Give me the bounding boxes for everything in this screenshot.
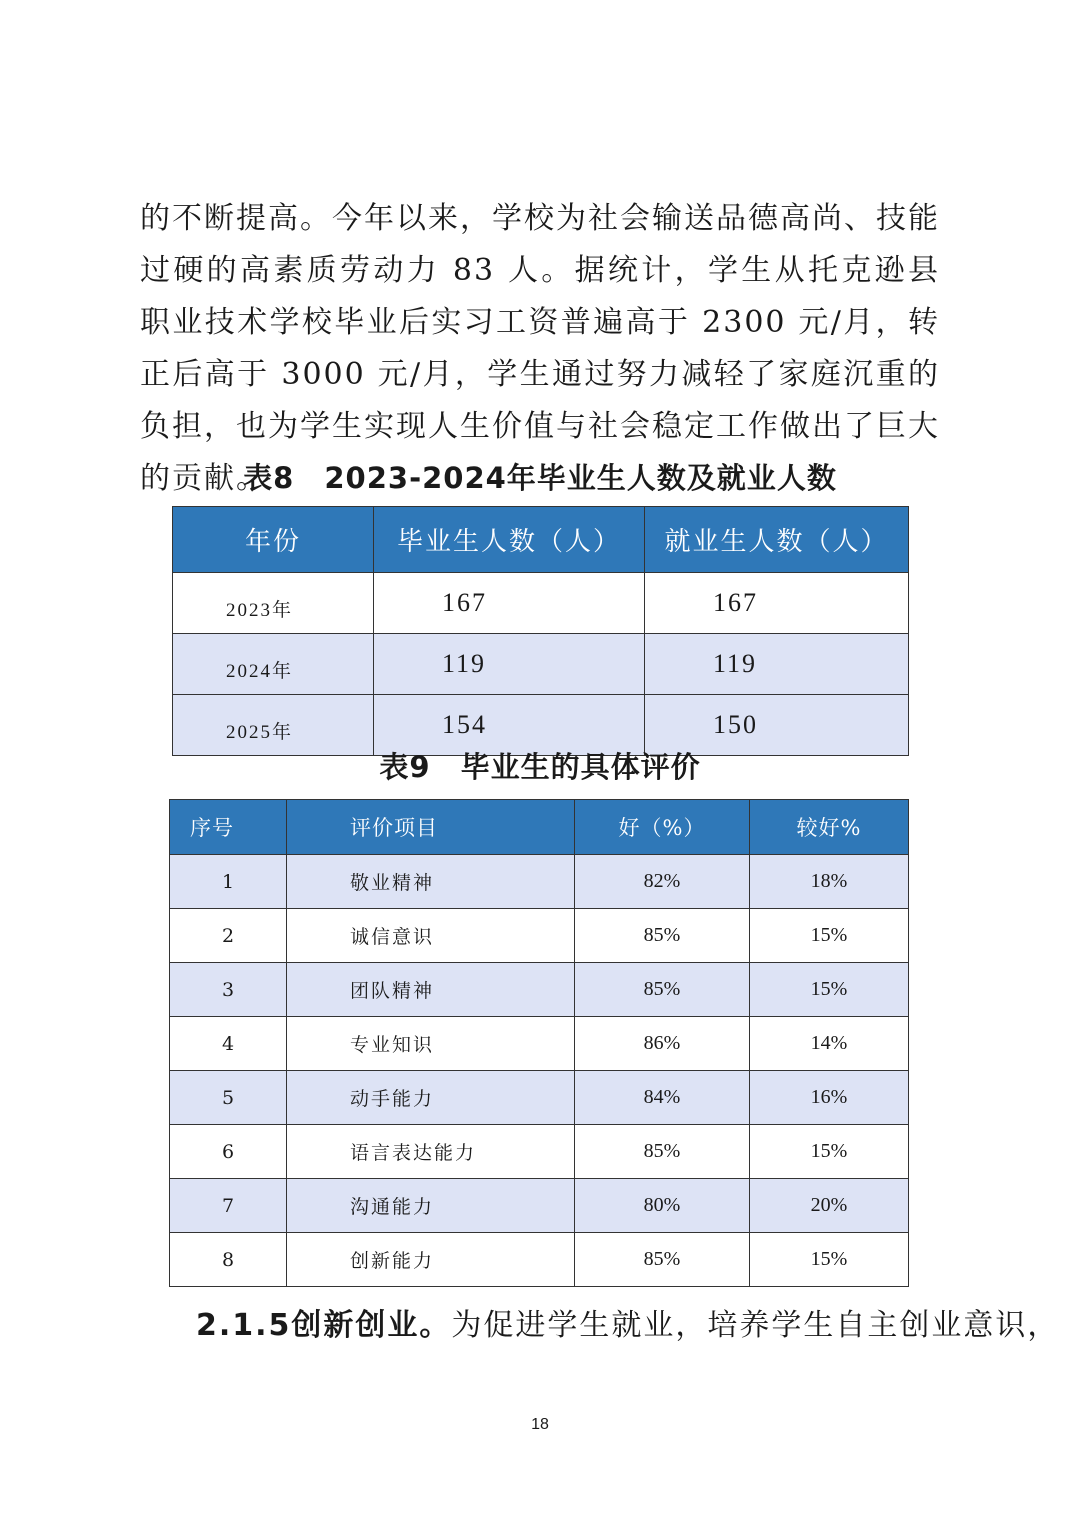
fair-cell: 15%	[750, 1125, 909, 1179]
good-cell: 85%	[575, 1233, 750, 1287]
number-cell: 4	[170, 1017, 287, 1071]
good-cell: 85%	[575, 1125, 750, 1179]
table-row	[170, 1125, 909, 1179]
graduates-cell: 119	[374, 634, 645, 695]
fair-cell: 14%	[750, 1017, 909, 1071]
table9-caption: 表9 毕业生的具体评价	[379, 750, 701, 784]
employed-cell: 150	[645, 695, 909, 756]
table-row	[170, 909, 909, 963]
graduates-employment-table	[172, 506, 909, 756]
item-cell: 敬业精神	[287, 855, 575, 909]
table-row	[173, 634, 909, 695]
header-number: 序号	[170, 800, 287, 855]
year-cell: 2025年	[173, 695, 374, 756]
header-employed: 就业生人数（人）	[645, 507, 909, 573]
number-cell: 2	[170, 909, 287, 963]
header-good: 好（%）	[575, 800, 750, 855]
number-cell: 6	[170, 1125, 287, 1179]
table-row	[173, 573, 909, 634]
good-cell: 85%	[575, 963, 750, 1017]
item-cell: 团队精神	[287, 963, 575, 1017]
table-row	[170, 1017, 909, 1071]
year-cell: 2023年	[173, 573, 374, 634]
page-number: 18	[531, 1416, 549, 1433]
fair-cell: 15%	[750, 909, 909, 963]
graduate-evaluation-table	[169, 799, 909, 1287]
number-cell: 3	[170, 963, 287, 1017]
graduates-cell: 167	[374, 573, 645, 634]
header-graduates: 毕业生人数（人）	[374, 507, 645, 573]
closing-text: 为促进学生就业，培养学生自主创业意识，	[451, 1308, 1060, 1343]
number-cell: 1	[170, 855, 287, 909]
closing-paragraph	[196, 1300, 1059, 1344]
fair-cell: 16%	[750, 1071, 909, 1125]
good-cell: 85%	[575, 909, 750, 963]
good-cell: 82%	[575, 855, 750, 909]
employed-cell: 119	[645, 634, 909, 695]
header-item: 评价项目	[287, 800, 575, 855]
graduates-cell: 154	[374, 695, 645, 756]
item-cell: 诚信意识	[287, 909, 575, 963]
item-cell: 动手能力	[287, 1071, 575, 1125]
fair-cell: 18%	[750, 855, 909, 909]
fair-cell: 20%	[750, 1179, 909, 1233]
section-heading: 2.1.5创新创业。	[196, 1308, 452, 1343]
table-header-row	[173, 507, 909, 573]
table-header-row	[170, 800, 909, 855]
fair-cell: 15%	[750, 963, 909, 1017]
good-cell: 84%	[575, 1071, 750, 1125]
number-cell: 5	[170, 1071, 287, 1125]
table8-caption: 表8 2023-2024年毕业生人数及就业人数	[243, 461, 837, 495]
item-cell: 语言表达能力	[287, 1125, 575, 1179]
intro-paragraph: 的不断提高。今年以来，学校为社会输送品德高尚、技能过硬的高素质劳动力 83 人。据统计，学生从托克逊县职业技术学校毕业后实习工资普遍高于 2300 元/月，转正后高于 3000 元/月，学生通过努力减轻了家庭沉重的负担，也为学生实现人生价值与社会稳定工作做出了巨大的贡献。	[140, 201, 940, 496]
fair-cell: 15%	[750, 1233, 909, 1287]
table-row	[170, 1179, 909, 1233]
header-year: 年份	[173, 507, 374, 573]
header-fair: 较好%	[750, 800, 909, 855]
good-cell: 86%	[575, 1017, 750, 1071]
item-cell: 沟通能力	[287, 1179, 575, 1233]
number-cell: 8	[170, 1233, 287, 1287]
item-cell: 专业知识	[287, 1017, 575, 1071]
employed-cell: 167	[645, 573, 909, 634]
table-row	[170, 1071, 909, 1125]
item-cell: 创新能力	[287, 1233, 575, 1287]
number-cell: 7	[170, 1179, 287, 1233]
table-row	[170, 1233, 909, 1287]
good-cell: 80%	[575, 1179, 750, 1233]
year-cell: 2024年	[173, 634, 374, 695]
table-row	[170, 855, 909, 909]
table-row	[170, 963, 909, 1017]
